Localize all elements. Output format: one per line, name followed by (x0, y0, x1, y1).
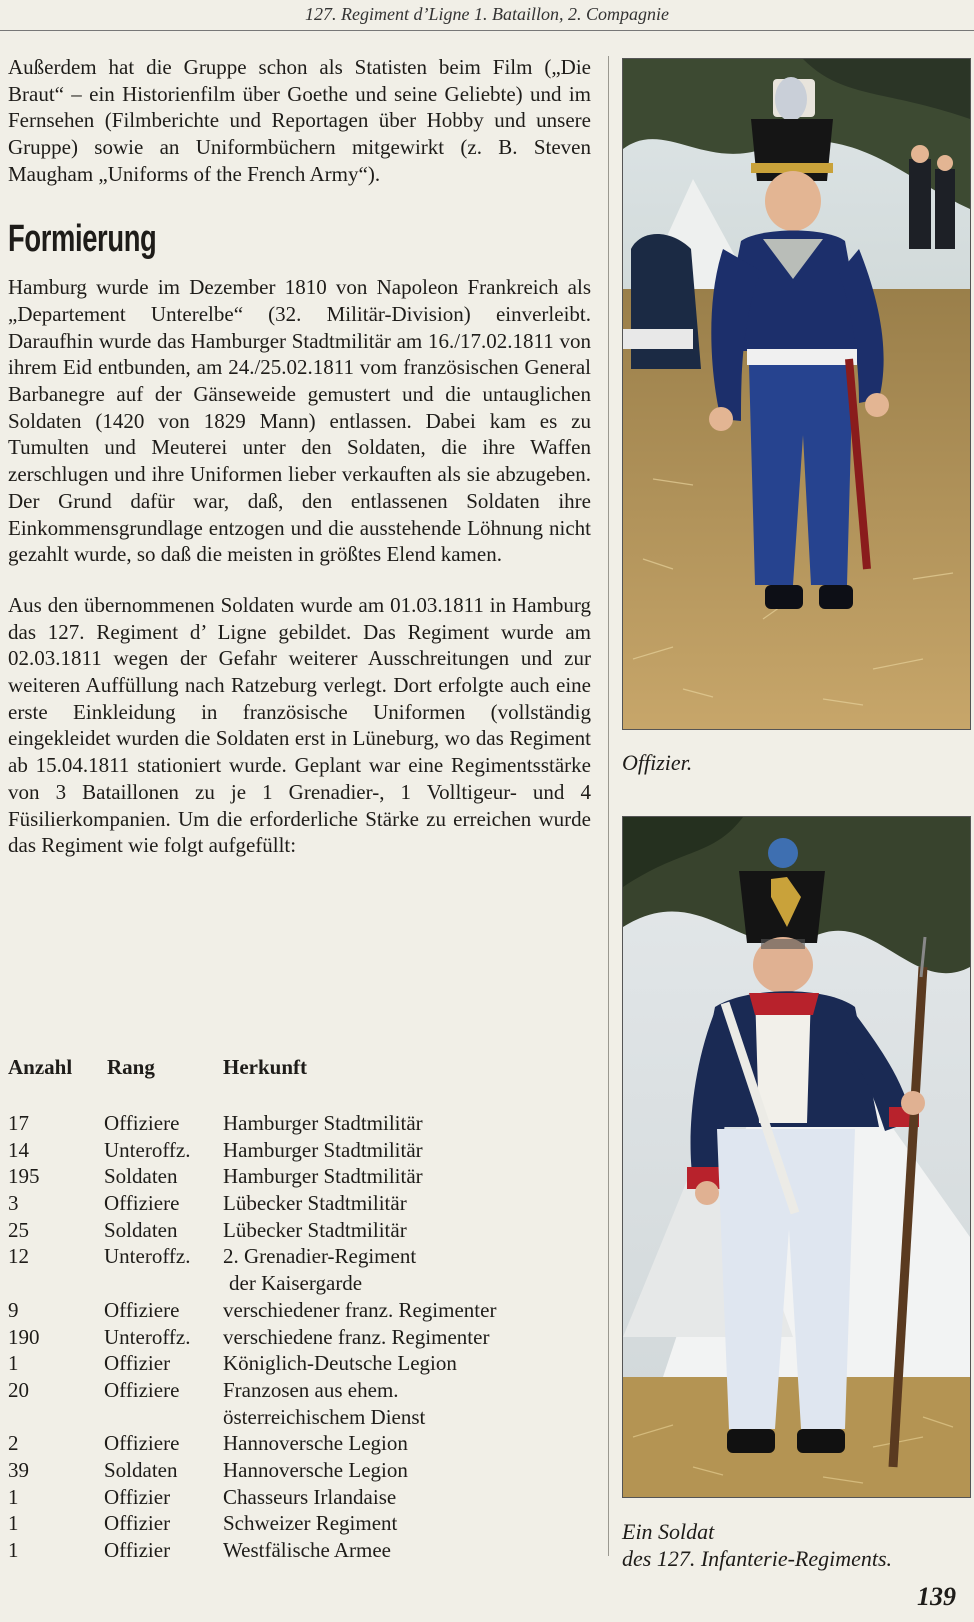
intro-paragraph: Außerdem hat die Gruppe schon als Statisten beim Film („Die Braut“ – ein Historienfilm über Goethe und seine Geliebte) und im Fernsehen (Filmberichte und Reportagen über Hobby und unsere Gruppe) sowie an Uniformbüchern mitgewirkt (z. B. Steven Maugham „Uniforms of the French Army“). (8, 55, 591, 186)
table-row: 195 Soldaten Hamburger Stadtmilitär (8, 1164, 423, 1189)
soldier-caption-line-1: Ein Soldat (622, 1519, 715, 1544)
header-rule (0, 30, 974, 31)
main-text-column (8, 54, 591, 859)
paragraph-formierung-2: Aus den übernommenen Soldaten wurde am 01.03.1811 in Hamburg das 127. Regiment d’ Ligne gebildet. Das Regiment wurde am 02.03.1811 wegen der Gefahr weiterer Ausschreitungen und zur weiteren Auffüllung nach Ratzeburg verlegt. Dort erfolgte auch eine erste Einkleidung in französische Uniformen (vollständig eingekleidet wurden die Soldaten erst in Lüneburg, wo das Regiment ab 15.04.1811 stationiert wurde. Geplant war eine Regimentsstärke von 3 Bataillonen zu je 1 Grenadier-, 1 Volltigeur- und 4 Füsilierkompanien. Um die erforderliche Stärke zu erreichen wurde das Regiment wie folgt aufgefüllt: (8, 592, 591, 858)
table-row: 12 Unteroffz. 2. Grenadier-Regiment der Kaisergarde (8, 1244, 417, 1296)
table-row: 1 Offizier Chasseurs Irlandaise (8, 1484, 397, 1509)
soldier-caption-line-2: des 127. Infanterie-Regiments. (622, 1546, 893, 1571)
table-row: 1 Offizier Westfälische Armee (8, 1538, 391, 1563)
officer-photo (622, 58, 971, 730)
table-row: 3 Offiziere Lübecker Stadtmilitär (8, 1191, 407, 1216)
soldier-photo (622, 816, 971, 1498)
table-row: 2 Offiziere Hannoversche Legion (8, 1431, 408, 1456)
table-row: 25 Soldaten Lübecker Stadtmilitär (8, 1217, 407, 1242)
paragraph-formierung-1: Hamburg wurde im Dezember 1810 von Napoleon Frankreich als „Departement Unterelbe“ (32. Militär-Division) einverleibt. Daraufhin wurde das Hamburger Stadtmilitär am 16./17.02.1811 von ihrem Eid entbunden, am 24./25.02.1811 vom französischen General Barbanegre auf der Gänseweide gemustert und die untauglichen Soldaten (1420 von 1829 Mann) entlassen. Dabei kam es zu Tumulten und Meuterei unter den Soldaten, die ihre Waffen zerschlugen und ihre Uniformen lieber verkauften als sie abzugeben. Der Grund dafür war, daß, den entlassenen Soldaten ihre Einkommensgrundlage entzogen und die ausstehende Löhnung nicht gezahlt wurde, so daß die meisten in größtes Elend kamen. (8, 275, 591, 567)
table-header-herkunft: Herkunft (223, 1055, 307, 1079)
table-header-rang: Rang (107, 1055, 155, 1079)
table-row: 1 Offizier Königlich-Deutsche Legion (8, 1351, 457, 1376)
running-head: 127. Regiment d’Ligne 1. Bataillon, 2. Compagnie (305, 4, 669, 24)
page-number: 139 (917, 1582, 956, 1611)
table-row: 39 Soldaten Hannoversche Legion (8, 1457, 408, 1482)
table-row: 20 Offiziere Franzosen aus ehem. österreichischem Dienst (8, 1377, 426, 1429)
table-row: 1 Offizier Schweizer Regiment (8, 1511, 398, 1536)
table-row: 14 Unteroffz. Hamburger Stadtmilitär (8, 1137, 423, 1162)
table-row: 9 Offiziere verschiedener franz. Regimenter (8, 1297, 497, 1322)
section-heading: Formierung (8, 217, 157, 260)
table-row: 17 Offiziere Hamburger Stadtmilitär (8, 1111, 423, 1135)
officer-caption: Offizier. (622, 750, 693, 775)
table-header-anzahl: Anzahl (8, 1055, 73, 1079)
column-rule (608, 56, 609, 1556)
soldier-caption (622, 1518, 892, 1572)
table-row: 190 Unteroffz. verschiedene franz. Regimenter (8, 1324, 490, 1349)
regiment-table (8, 1110, 591, 1564)
